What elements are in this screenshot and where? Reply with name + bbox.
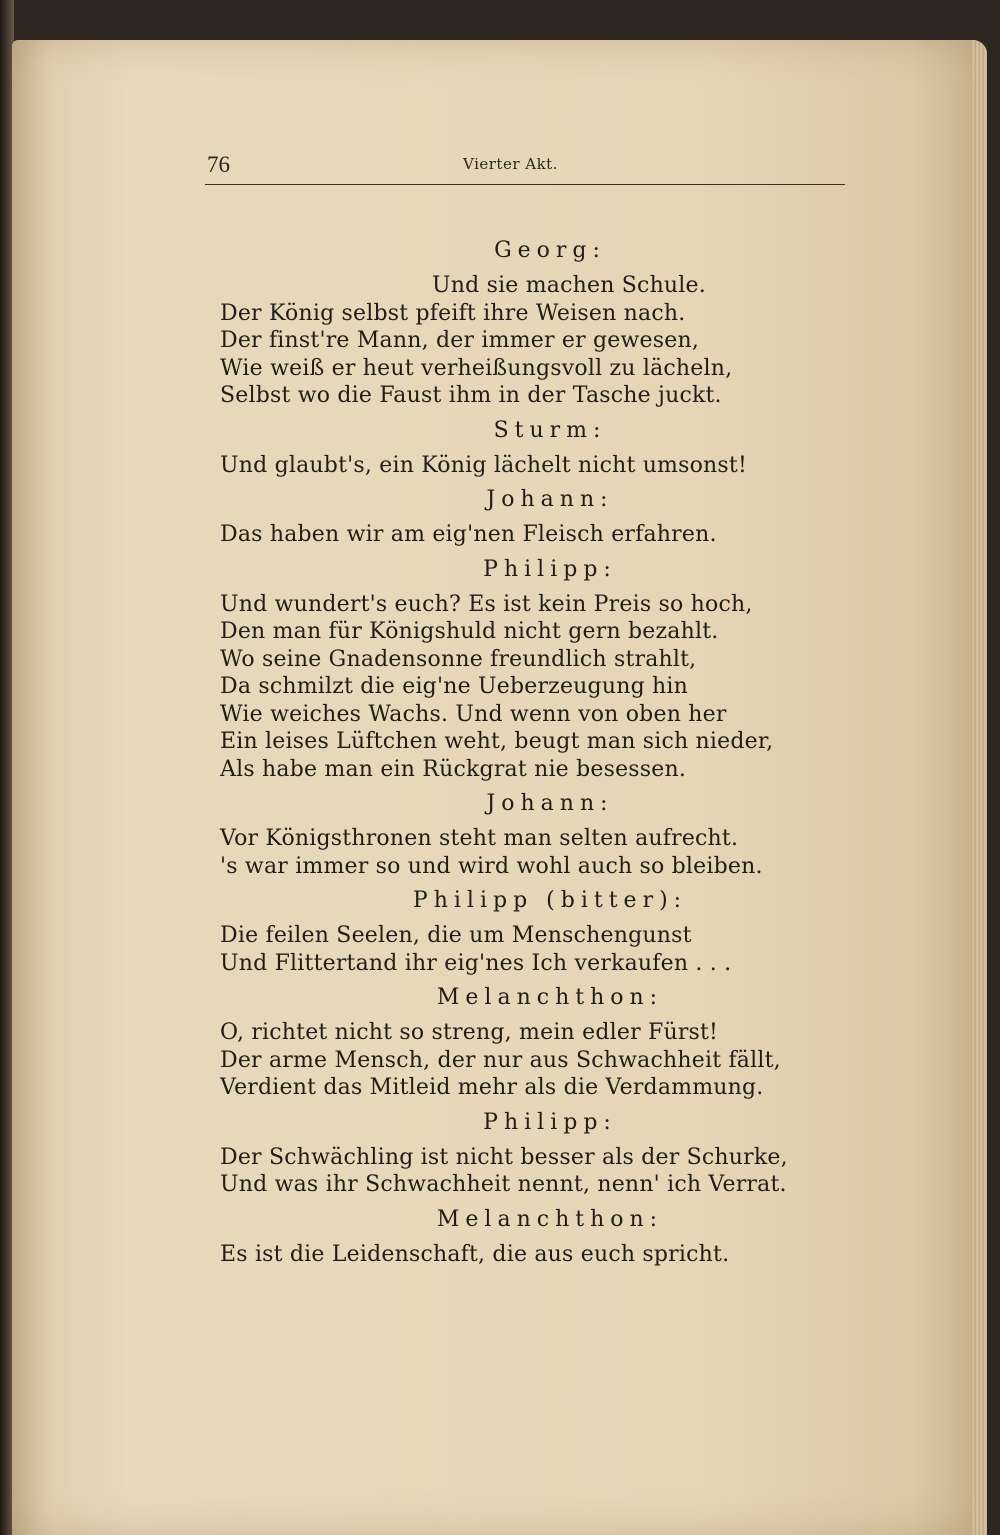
speech-philipp-bitter [220,886,860,977]
verse-line: Und was ihr Schwachheit nennt, nenn' ich Verrat. [220,1172,787,1197]
verse-line: 's war immer so und wird wohl auch so bleiben. [220,853,763,879]
verse-line: Selbst wo die Faust ihm in der Tasche juckt. [220,383,722,408]
speech-melanchthon [220,1205,860,1269]
speaker-name: Melanchthon: [436,985,664,1010]
speaker-name: Melanchthon: [436,1206,664,1232]
act-title: Vierter Akt. [463,155,558,173]
verse-line: O, richtet nicht so streng, mein edler Fürst! [220,1020,719,1045]
speech-johann [220,789,860,880]
verse-line: Vor Königsthronen steht man selten aufrecht. [220,826,739,851]
verse-line: Ein leises Lüftchen weht, beugt man sich nieder, [220,729,774,754]
verse-line: Wie weiß er heut verheißungsvoll zu lächeln, [220,355,733,381]
page-edge [971,40,987,1535]
speech-melanchthon [220,983,860,1102]
verse-line: Das haben wir am eig'nen Fleisch erfahren. [220,522,717,547]
verse-line: Und glaubt's, ein König lächelt nicht umsonst! [220,452,747,478]
speech-philipp [220,555,860,784]
speaker-name: Philipp (bitter): [412,888,688,913]
verse-line: Der König selbst pfeift ihre Weisen nach. [220,300,686,326]
verse-line: Der finst're Mann, der immer er gewesen, [220,328,700,353]
speaker-name: Sturm: [493,417,607,443]
speaker-name: Georg: [494,238,606,263]
verse-line: Und sie machen Schule. [432,273,706,298]
play-text [220,236,860,1268]
page-number: 76 [207,152,230,177]
speaker-name: Johann: [486,487,614,512]
speech-georg [220,236,860,410]
verse-line: Wie weiches Wachs. Und wenn von oben her [220,701,727,727]
speaker-name: Philipp: [483,556,617,582]
verse-line: Verdient das Mitleid mehr als die Verdammung. [220,1075,764,1100]
running-head [205,152,845,185]
verse-line: Und wundert's euch? Es ist kein Preis so hoch, [220,591,753,617]
speech-philipp [220,1108,860,1199]
verse-line: Da schmilzt die eig'ne Ueberzeugung hin [220,674,689,699]
verse-line: Den man für Königshuld nicht gern bezahlt. [220,619,719,644]
verse-line: Wo seine Gnadensonne freundlich strahlt, [220,646,697,672]
speech-sturm [220,416,860,480]
verse-line: Die feilen Seelen, die um Menschengunst [220,923,692,948]
verse-line: Es ist die Leidenschaft, die aus euch spricht. [220,1241,730,1267]
speech-johann [220,485,860,549]
speaker-name: Johann: [486,791,614,816]
verse-line: Und Flittertand ihr eig'nes Ich verkaufen . . . [220,950,732,976]
verse-line: Der Schwächling ist nicht besser als der Schurke, [220,1144,788,1170]
verse-line: Als habe man ein Rückgrat nie besessen. [220,756,687,782]
speaker-name: Philipp: [483,1109,617,1135]
verse-line: Der arme Mensch, der nur aus Schwachheit fällt, [220,1047,781,1073]
